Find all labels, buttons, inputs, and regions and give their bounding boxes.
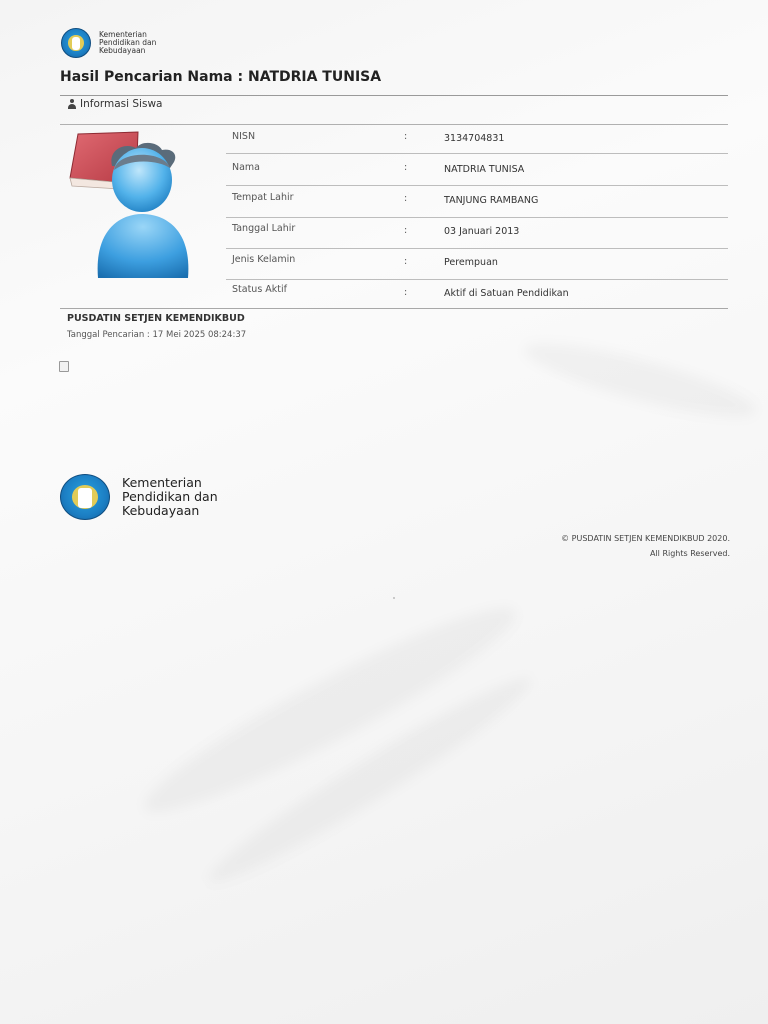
- tempat-lahir-value: TANJUNG RAMBANG: [444, 195, 539, 206]
- ministry-logo-top: [61, 28, 156, 58]
- ministry-name-large: [122, 476, 218, 518]
- nisn-label: NISN: [232, 131, 256, 142]
- section-header: [67, 98, 162, 110]
- tempat-lahir-colon: :: [404, 193, 408, 204]
- source-label: PUSDATIN SETJEN KEMENDIKBUD: [67, 313, 245, 324]
- rights-text: All Rights Reserved.: [649, 549, 730, 558]
- tempat-lahir-label: Tempat Lahir: [232, 192, 294, 203]
- tanggal-lahir-label: Tanggal Lahir: [232, 223, 296, 234]
- section-label: Informasi Siswa: [80, 98, 163, 110]
- table-bottom-divider: [60, 308, 728, 309]
- logo-line-2: Pendidikan dan: [99, 38, 157, 47]
- jenis-kelamin-value: Perempuan: [444, 257, 498, 268]
- logo-line-2: Pendidikan dan: [122, 489, 218, 504]
- row-divider: [226, 279, 728, 280]
- jenis-kelamin-colon: :: [404, 256, 408, 267]
- user-icon: [67, 99, 77, 109]
- row-divider: [226, 248, 728, 249]
- status-aktif-label: Status Aktif: [232, 284, 288, 295]
- logo-line-3: Kebudayaan: [99, 46, 146, 55]
- section-divider: [60, 124, 728, 125]
- row-divider: [226, 185, 728, 186]
- broken-image-icon: [59, 361, 69, 372]
- page-title: Hasil Pencarian Nama : NATDRIA TUNISA: [60, 69, 382, 85]
- logo-line-1: Kementerian: [122, 475, 202, 490]
- status-aktif-colon: :: [404, 287, 408, 298]
- search-date: Tanggal Pencarian : 17 Mei 2025 08:24:37: [67, 330, 247, 340]
- tut-wuri-handayani-emblem-icon: [60, 474, 110, 520]
- nisn-colon: :: [404, 131, 408, 142]
- copyright-text: © PUSDATIN SETJEN KEMENDIKBUD 2020.: [561, 534, 730, 543]
- nisn-value: 3134704831: [444, 133, 505, 144]
- tanggal-lahir-value: 03 Januari 2013: [444, 226, 520, 237]
- nama-value: NATDRIA TUNISA: [444, 164, 525, 175]
- status-aktif-value: Aktif di Satuan Pendidikan: [444, 288, 569, 299]
- nama-label: Nama: [232, 162, 261, 173]
- jenis-kelamin-label: Jenis Kelamin: [232, 254, 296, 265]
- copyright-footer: [561, 531, 730, 561]
- ministry-logo-bottom: [60, 474, 218, 520]
- tut-wuri-handayani-emblem-icon: [61, 28, 91, 58]
- logo-line-3: Kebudayaan: [122, 503, 200, 518]
- paper-speck: [393, 597, 395, 599]
- row-divider: [226, 153, 728, 154]
- title-divider: [60, 95, 728, 96]
- ministry-name-small: [99, 31, 156, 55]
- row-divider: [226, 217, 728, 218]
- tanggal-lahir-colon: :: [404, 225, 408, 236]
- nama-colon: :: [404, 162, 408, 173]
- student-avatar-icon: [66, 128, 216, 278]
- logo-line-1: Kementerian: [99, 30, 147, 39]
